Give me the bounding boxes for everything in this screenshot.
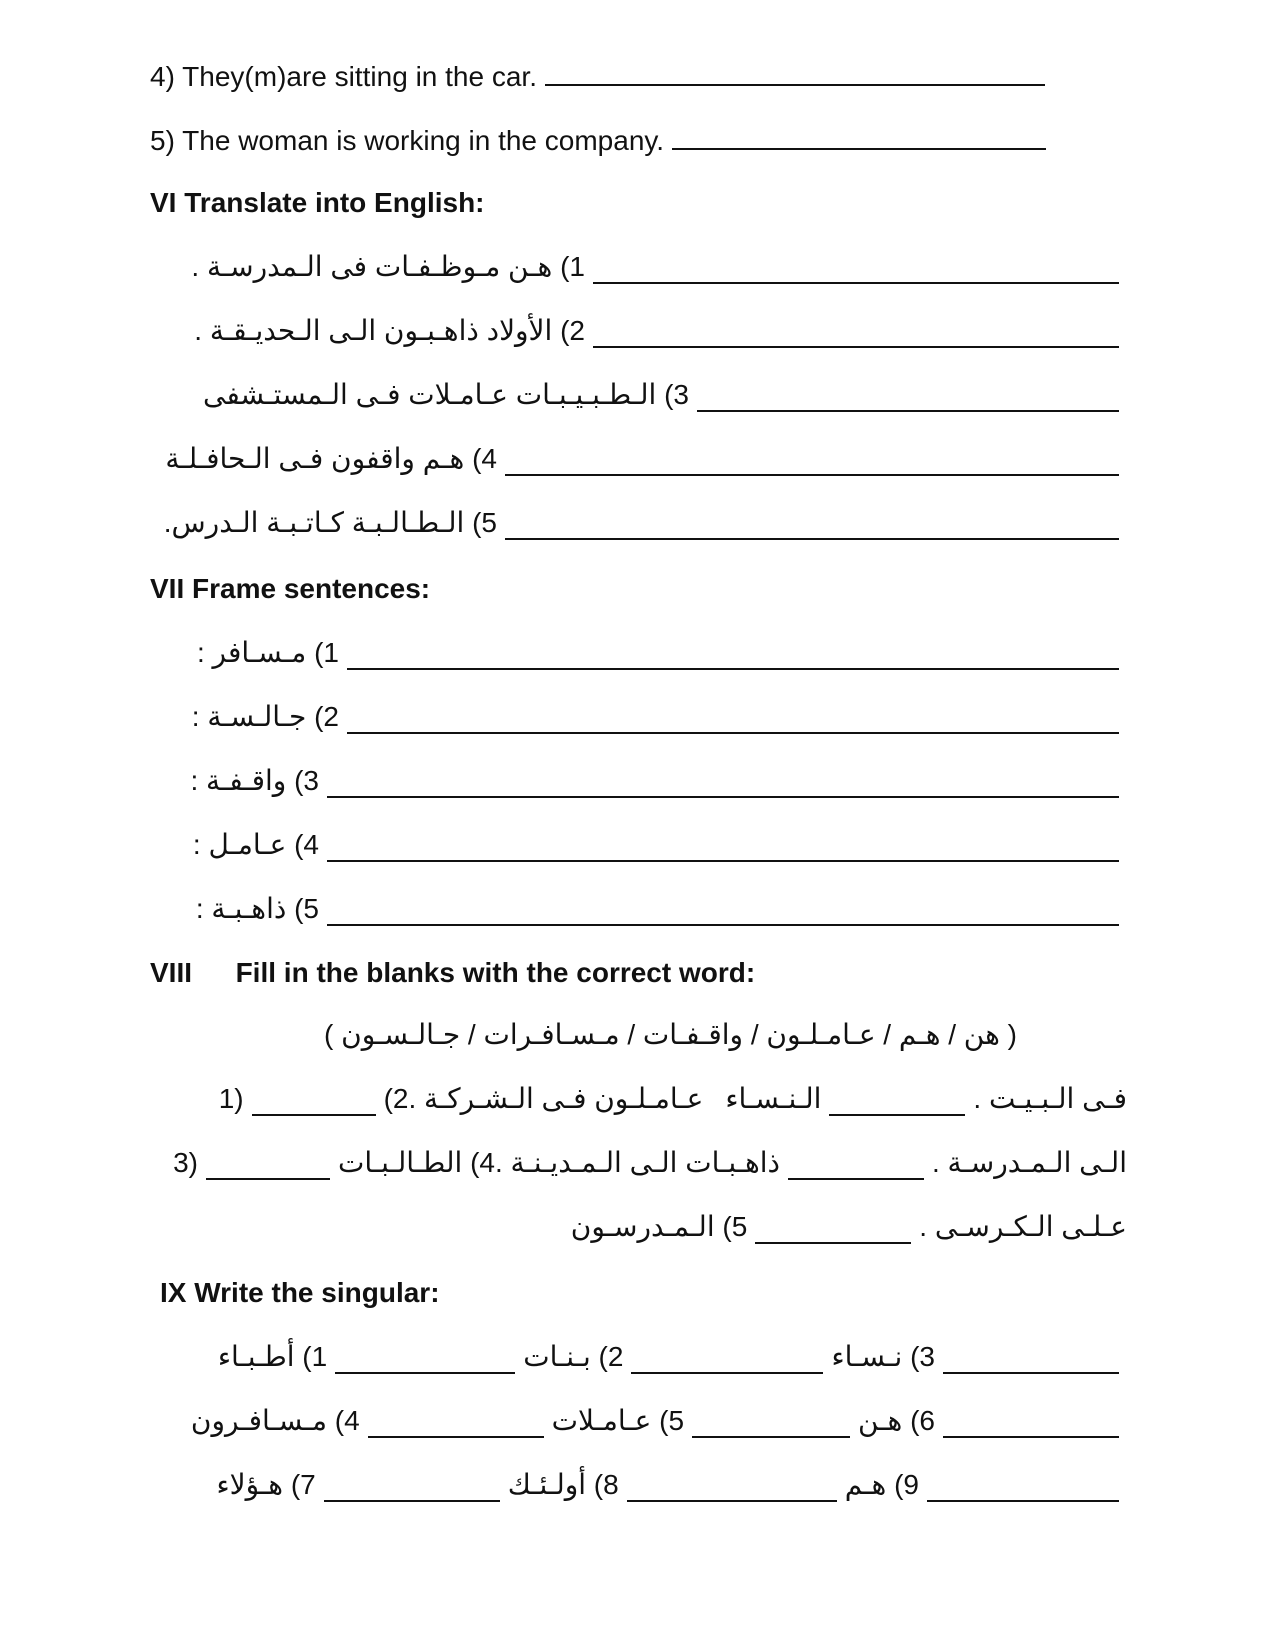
plural-word: 6) هـن bbox=[858, 1405, 935, 1436]
section-vi-item-3 bbox=[203, 378, 1127, 412]
answer-blank[interactable] bbox=[327, 834, 1119, 862]
plural-word: 7) هـؤلاء bbox=[216, 1469, 316, 1500]
answer-blank[interactable] bbox=[943, 1346, 1119, 1374]
arabic-word: 4) عـامـل : bbox=[192, 829, 319, 860]
answer-blank[interactable] bbox=[327, 770, 1119, 798]
answer-blank[interactable] bbox=[697, 384, 1119, 412]
section-vii-item-1 bbox=[197, 636, 1127, 670]
answer-blank[interactable] bbox=[593, 320, 1119, 348]
exercise-v-item-4 bbox=[150, 58, 1045, 94]
answer-blank[interactable] bbox=[943, 1410, 1119, 1438]
section-viii-row-3 bbox=[571, 1210, 1127, 1244]
section-vii-heading: VII Frame sentences: bbox=[150, 573, 431, 604]
section-vi-item-4 bbox=[165, 442, 1127, 476]
section-viii-row-2 bbox=[173, 1146, 1127, 1180]
answer-blank[interactable] bbox=[788, 1152, 924, 1180]
plural-word: 8) أولـئـك bbox=[507, 1469, 619, 1500]
section-vii-item-4 bbox=[193, 828, 1127, 862]
section-title: Fill in the blanks with the correct word: bbox=[235, 957, 756, 988]
plural-word: 5) عـامـلات bbox=[551, 1405, 685, 1436]
answer-blank[interactable] bbox=[347, 706, 1119, 734]
plural-word: 2) بـنـات bbox=[523, 1341, 624, 1372]
answer-blank[interactable] bbox=[593, 256, 1119, 284]
section-vi-item-2 bbox=[194, 314, 1127, 348]
answer-blank[interactable] bbox=[252, 1088, 376, 1116]
section-viii-heading bbox=[150, 956, 755, 990]
arabic-sentence: الـى الـمـدرسـة . bbox=[932, 1147, 1127, 1178]
section-ix-row-3 bbox=[216, 1468, 1127, 1502]
section-ix-row-1 bbox=[218, 1340, 1127, 1374]
answer-blank[interactable] bbox=[631, 1346, 823, 1374]
section-viii-row-1 bbox=[219, 1082, 1127, 1116]
answer-blank[interactable] bbox=[627, 1474, 837, 1502]
section-ix-row-2 bbox=[191, 1404, 1127, 1438]
arabic-sentence: ذاهـبـات الـى الـمـديـنـة .4) الطـالـبـات bbox=[338, 1147, 780, 1178]
answer-blank[interactable] bbox=[505, 448, 1119, 476]
plural-word: 9) هـم bbox=[844, 1469, 919, 1500]
section-vi-heading: VI Translate into English: bbox=[150, 187, 485, 218]
section-vii-item-2 bbox=[192, 700, 1127, 734]
plural-word: 4) مـسـافـرون bbox=[190, 1405, 360, 1436]
arabic-sentence: 3) الـطـبـيـبـات عـامـلات فـى الـمستـشفى bbox=[203, 379, 689, 410]
answer-blank[interactable] bbox=[335, 1346, 515, 1374]
arabic-sentence: 5) الـطـالـبـة كـاتـبـة الـدرس. bbox=[163, 507, 497, 538]
section-ix-heading: IX Write the singular: bbox=[160, 1277, 440, 1308]
answer-blank[interactable] bbox=[545, 58, 1045, 86]
arabic-sentence: فـى الـبـيـت . bbox=[973, 1083, 1127, 1114]
arabic-word: 2) جـالـسـة : bbox=[191, 701, 339, 732]
item-number: 3) bbox=[173, 1147, 199, 1178]
arabic-word: 5) ذاهـبـة : bbox=[195, 893, 319, 924]
plural-word: 3) نـسـاء bbox=[831, 1341, 935, 1372]
answer-blank[interactable] bbox=[927, 1474, 1119, 1502]
arabic-word: 1) مـسـافر : bbox=[197, 637, 339, 668]
answer-blank[interactable] bbox=[829, 1088, 965, 1116]
answer-blank[interactable] bbox=[347, 642, 1119, 670]
answer-blank[interactable] bbox=[368, 1410, 544, 1438]
arabic-sentence: 2) الأولاد ذاهـبـون الـى الـحديـقـة . bbox=[194, 315, 585, 346]
arabic-sentence: الـنـسـاء bbox=[725, 1083, 822, 1114]
exercise-text: 5) The woman is working in the company. bbox=[150, 125, 665, 156]
arabic-sentence: 1) هـن مـوظـفـات فى الـمدرسـة . bbox=[191, 251, 585, 282]
arabic-sentence: 5) الـمـدرسـون bbox=[570, 1211, 748, 1242]
answer-blank[interactable] bbox=[327, 898, 1119, 926]
arabic-sentence: 4) هـم واقفون فـى الـحافـلـة bbox=[165, 443, 497, 474]
item-number: 1) bbox=[218, 1083, 244, 1114]
answer-blank[interactable] bbox=[755, 1216, 911, 1244]
section-number: VIII bbox=[150, 957, 193, 988]
section-vi-item-1 bbox=[191, 250, 1127, 284]
answer-blank[interactable] bbox=[692, 1410, 850, 1438]
plural-word: 1) أطـبـاء bbox=[217, 1341, 328, 1372]
section-vii-item-5 bbox=[196, 892, 1127, 926]
arabic-sentence: عـامـلـون فـى الـشـركـة .2) bbox=[383, 1083, 704, 1114]
arabic-sentence: عـلـى الـكـرسـى . bbox=[919, 1211, 1127, 1242]
answer-blank[interactable] bbox=[206, 1152, 330, 1180]
answer-blank[interactable] bbox=[505, 512, 1119, 540]
answer-blank[interactable] bbox=[324, 1474, 500, 1502]
answer-blank[interactable] bbox=[672, 122, 1046, 150]
section-vi-item-5 bbox=[164, 506, 1127, 540]
section-vii-item-3 bbox=[190, 764, 1127, 798]
exercise-v-item-5 bbox=[150, 122, 1046, 158]
word-bank: ( هن / هـم / عـامـلـون / واقـفـات / مـسـافـرات / جـالـسـون ) bbox=[324, 1019, 1017, 1050]
arabic-word: 3) واقـفـة : bbox=[190, 765, 319, 796]
exercise-text: 4) They(m)are sitting in the car. bbox=[150, 61, 537, 92]
